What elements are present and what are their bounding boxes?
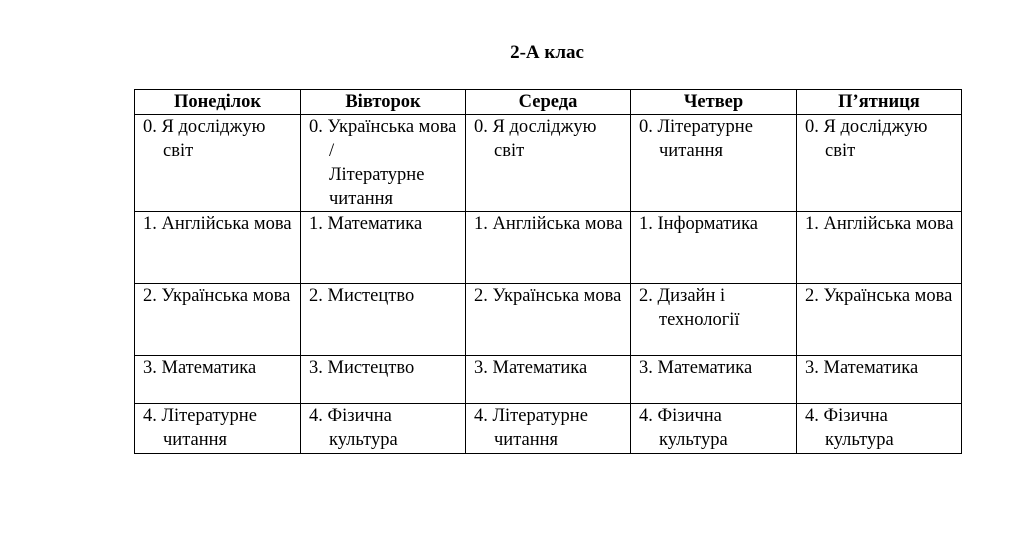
lesson-cell — [466, 115, 631, 212]
day-header-tuesday: Вівторок — [301, 90, 466, 115]
lesson-row-1 — [135, 212, 962, 284]
lesson-text: 3. Математика — [805, 358, 919, 378]
lesson-text: 3. Математика — [639, 358, 753, 378]
lesson-text: 4. Літературне читання — [143, 406, 257, 450]
lesson-text: 0. Я досліджую світ — [805, 117, 928, 161]
lesson-text: 1. Англійська мова — [474, 214, 623, 234]
lesson-cell — [797, 212, 962, 284]
lesson-text: 1. Інформатика — [639, 214, 758, 234]
lesson-cell — [631, 212, 797, 284]
lesson-text: 2. Українська мова — [474, 286, 622, 306]
lesson-cell — [135, 115, 301, 212]
lesson-cell — [135, 212, 301, 284]
lesson-cell — [797, 404, 962, 454]
lesson-row-2 — [135, 284, 962, 356]
lesson-text: 0. Я досліджую світ — [143, 117, 266, 161]
lesson-text: 3. Мистецтво — [309, 358, 415, 378]
lesson-text: 0. Українська мова / Літературне читання — [309, 117, 457, 209]
header-row — [135, 90, 962, 115]
lesson-cell — [797, 356, 962, 404]
lesson-cell — [797, 284, 962, 356]
lesson-row-3 — [135, 356, 962, 404]
lesson-cell — [631, 356, 797, 404]
lesson-cell — [301, 284, 466, 356]
schedule-table — [134, 89, 962, 454]
lesson-text: 1. Англійська мова — [805, 214, 954, 234]
lesson-cell — [301, 404, 466, 454]
lesson-cell — [466, 404, 631, 454]
lesson-cell — [631, 284, 797, 356]
lesson-text: 2. Мистецтво — [309, 286, 415, 306]
day-header-thursday: Четвер — [631, 90, 797, 115]
lesson-text: 4. Фізична культура — [639, 406, 728, 450]
lesson-cell — [135, 356, 301, 404]
lesson-cell — [631, 115, 797, 212]
lesson-cell — [797, 115, 962, 212]
lesson-row-4 — [135, 404, 962, 454]
lesson-text: 2. Українська мова — [143, 286, 291, 306]
lesson-text: 3. Математика — [143, 358, 257, 378]
lesson-cell — [466, 356, 631, 404]
lesson-cell — [135, 404, 301, 454]
day-header-friday: П’ятниця — [797, 90, 962, 115]
lesson-row-0 — [135, 115, 962, 212]
lesson-cell — [301, 356, 466, 404]
lesson-text: 1. Англійська мова — [143, 214, 292, 234]
page-title: 2-А клас — [510, 42, 584, 63]
lesson-cell — [301, 115, 466, 212]
lesson-text: 4. Фізична культура — [309, 406, 398, 450]
lesson-text: 0. Я досліджую світ — [474, 117, 597, 161]
day-header-monday: Понеділок — [135, 90, 301, 115]
lesson-cell — [466, 284, 631, 356]
lesson-text: 4. Літературне читання — [474, 406, 588, 450]
lesson-cell — [301, 212, 466, 284]
lesson-text: 3. Математика — [474, 358, 588, 378]
lesson-text: 1. Математика — [309, 214, 423, 234]
lesson-text: 0. Літературне читання — [639, 117, 753, 161]
lesson-cell — [466, 212, 631, 284]
lesson-cell — [135, 284, 301, 356]
lesson-cell — [631, 404, 797, 454]
day-header-wednesday: Середа — [466, 90, 631, 115]
lesson-text: 2. Українська мова — [805, 286, 953, 306]
lesson-text: 4. Фізична культура — [805, 406, 894, 450]
lesson-text: 2. Дизайн і технології — [639, 286, 740, 330]
